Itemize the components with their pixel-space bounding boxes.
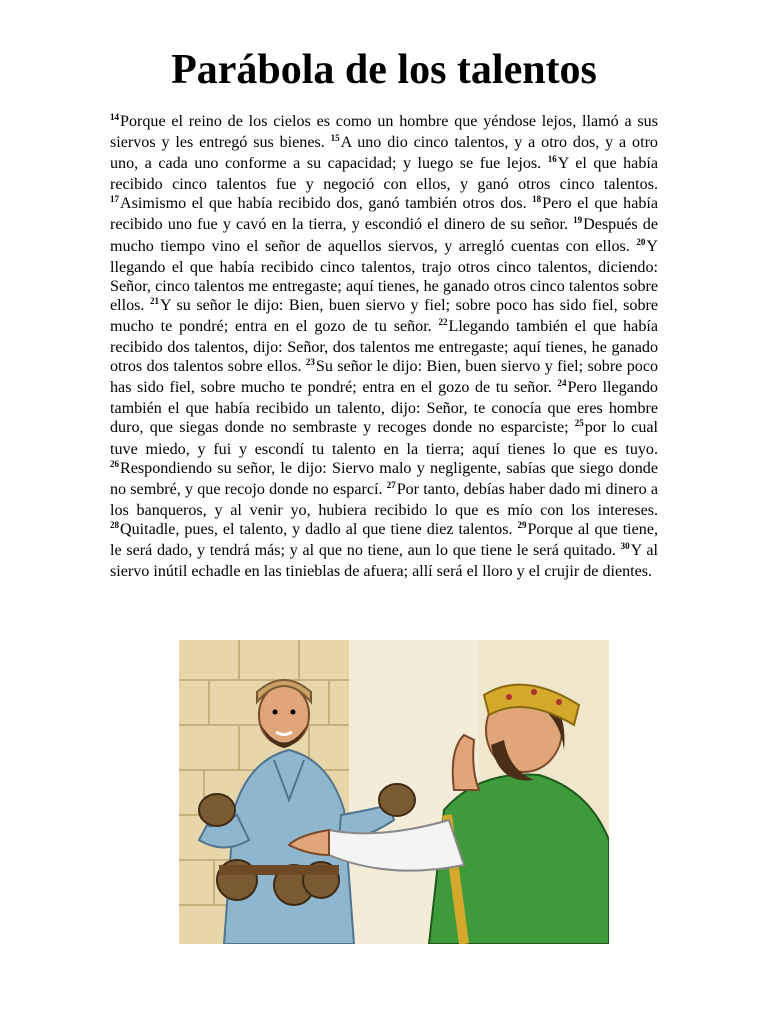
verse-number: 30 bbox=[620, 540, 630, 551]
verse-text: Porque el reino de los cielos es como un hombre que yéndose lejos, llamó a sus siervos y les entregó sus bienes. bbox=[110, 113, 658, 152]
verse-text: Y llegando el que había recibido cinco talentos, trajo otros cinco talentos, diciendo: Señor, cinco talentos me entregaste; aquí tienes, he ganado otros cinco talentos sobre ellos. bbox=[110, 237, 658, 314]
verse-number: 15 bbox=[330, 133, 340, 144]
verse-number: 19 bbox=[573, 215, 583, 226]
parable-illustration bbox=[179, 640, 609, 944]
verse-number: 21 bbox=[149, 295, 159, 306]
verse-number: 22 bbox=[438, 316, 448, 327]
verse-number: 18 bbox=[532, 194, 542, 205]
verse-text: Quitadle, pues, el talento, y dadlo al que tiene diez talentos. bbox=[120, 520, 518, 538]
verse-number: 28 bbox=[110, 519, 119, 530]
verse-number: 26 bbox=[110, 458, 119, 469]
verse-number: 17 bbox=[110, 194, 119, 205]
verse-text: Y el que había recibido cinco talentos fue y negoció con ellos, y ganó otros cinco talentos. bbox=[110, 155, 658, 194]
verse-text: Pero el que había recibido uno fue y cavó en la tierra, y escondió el dinero de su señor. bbox=[110, 195, 658, 234]
verse-text: Y al siervo inútil echadle en las tinieblas de afuera; allí será el lloro y el crujir de dientes. bbox=[110, 541, 658, 581]
parable-text bbox=[110, 112, 658, 581]
verse-text: por lo cual tuve miedo, y fui y escondí tu talento en la tierra; aquí tienes lo que es tuyo. bbox=[110, 419, 658, 458]
verse-number: 29 bbox=[517, 519, 527, 530]
verse-text: Asimismo el que había recibido dos, ganó también otros dos. bbox=[120, 195, 533, 213]
verse-text: Porque al que tiene, le será dado, y tendrá más; y al que no tiene, aun lo que tiene le será quitado. bbox=[110, 520, 658, 559]
verse-number: 25 bbox=[574, 418, 584, 429]
verse-text: Por tanto, debías haber dado mi dinero a los banqueros, y al venir yo, hubiera recibido lo que es mío con los intereses. bbox=[110, 480, 659, 519]
verse-text: Después de mucho tiempo vino el señor de aquellos siervos, y arregló cuentas con ellos. bbox=[110, 216, 658, 255]
verse-text: Respondiendo su señor, le dijo: Siervo malo y negligente, sabías que siego donde no sembré, y que recojo donde no esparcí. bbox=[110, 459, 658, 498]
verse-text: Pero llegando también el que había recibido un talento, dijo: Señor, te conocía que eres hombre duro, que siegas donde no sembraste y recoges donde no esparciste; bbox=[110, 379, 658, 437]
verse-number: 24 bbox=[557, 378, 567, 389]
verse-text: Llegando también el que había recibido dos talentos, dijo: Señor, dos talentos me entregaste; aquí tienes, he ganado otros dos talentos sobre ellos. bbox=[110, 317, 658, 376]
verse-number: 20 bbox=[636, 236, 646, 247]
verse-number: 16 bbox=[547, 154, 557, 165]
verse-text: A uno dio cinco talentos, y a otro dos, y a otro uno, a cada uno conforme a su capacidad; y luego se fue lejos. bbox=[110, 134, 658, 173]
page-title: Parábola de los talentos bbox=[171, 47, 597, 93]
servant-and-master-icon bbox=[179, 640, 609, 944]
verse-number: 27 bbox=[386, 479, 396, 490]
verse-number: 14 bbox=[110, 112, 119, 122]
verse-text: Su señor le dijo: Bien, buen siervo y fiel; sobre poco has sido fiel, sobre mucho te pondré; entra en el gozo de tu señor. bbox=[110, 358, 659, 397]
verse-number: 23 bbox=[305, 357, 315, 368]
verse-text: Y su señor le dijo: Bien, buen siervo y fiel; sobre poco has sido fiel, sobre mucho te pondré; entra en el gozo de tu señor. bbox=[110, 296, 658, 335]
